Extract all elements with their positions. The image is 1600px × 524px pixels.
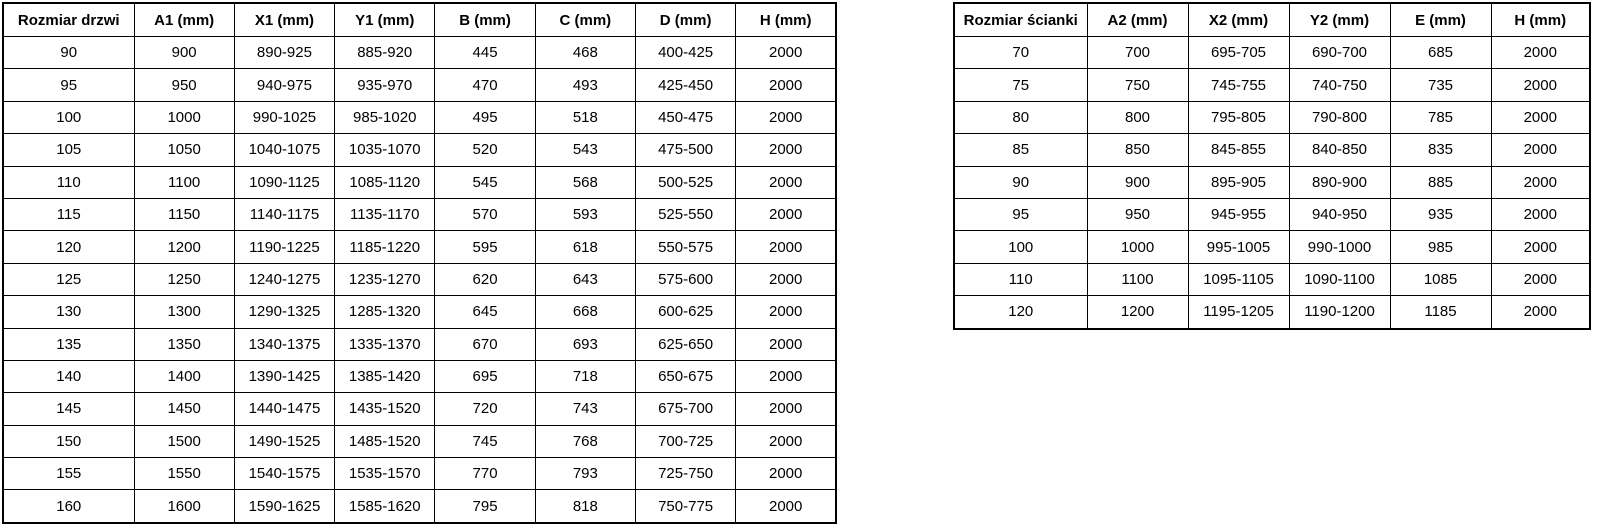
table-cell: 2000 xyxy=(1491,37,1590,69)
table-cell: 120 xyxy=(954,296,1087,329)
door-sizes-table xyxy=(2,2,837,524)
table-cell: 593 xyxy=(535,198,635,230)
table-cell: 1200 xyxy=(1087,296,1188,329)
table-cell: 1140-1175 xyxy=(234,198,334,230)
table-cell: 2000 xyxy=(1491,134,1590,166)
table-cell: 70 xyxy=(954,37,1087,69)
table-cell: 568 xyxy=(535,166,635,198)
table-cell: 2000 xyxy=(736,425,836,457)
table-cell: 1235-1270 xyxy=(335,263,435,295)
table-cell: 1185 xyxy=(1390,296,1491,329)
table-cell: 1135-1170 xyxy=(335,198,435,230)
table-cell: 105 xyxy=(3,134,134,166)
table-cell: 1440-1475 xyxy=(234,393,334,425)
table-cell: 525-550 xyxy=(635,198,735,230)
table-cell: 2000 xyxy=(736,101,836,133)
header-row xyxy=(3,3,836,37)
table-cell: 520 xyxy=(435,134,535,166)
column-header: D (mm) xyxy=(635,3,735,37)
table-cell: 1250 xyxy=(134,263,234,295)
table-cell: 818 xyxy=(535,490,635,523)
table-cell: 945-955 xyxy=(1188,198,1289,230)
table-cell: 995-1005 xyxy=(1188,231,1289,263)
table-cell: 795-805 xyxy=(1188,101,1289,133)
table-cell: 110 xyxy=(954,263,1087,295)
table-cell: 2000 xyxy=(1491,69,1590,101)
table-cell: 750-775 xyxy=(635,490,735,523)
table-cell: 500-525 xyxy=(635,166,735,198)
table-cell: 1290-1325 xyxy=(234,296,334,328)
table-cell: 1085 xyxy=(1390,263,1491,295)
table-cell: 618 xyxy=(535,231,635,263)
column-header: E (mm) xyxy=(1390,3,1491,37)
table-cell: 685 xyxy=(1390,37,1491,69)
column-header: Rozmiar drzwi xyxy=(3,3,134,37)
column-header: Y1 (mm) xyxy=(335,3,435,37)
table-cell: 1090-1100 xyxy=(1289,263,1390,295)
table-cell: 2000 xyxy=(736,360,836,392)
table-cell: 95 xyxy=(954,198,1087,230)
column-header: X1 (mm) xyxy=(234,3,334,37)
table-cell: 1535-1570 xyxy=(335,458,435,490)
table-cell: 1000 xyxy=(1087,231,1188,263)
table-cell: 575-600 xyxy=(635,263,735,295)
table-row xyxy=(954,69,1590,101)
table-cell: 470 xyxy=(435,69,535,101)
table-cell: 643 xyxy=(535,263,635,295)
table-cell: 645 xyxy=(435,296,535,328)
table-cell: 100 xyxy=(954,231,1087,263)
table-cell: 1485-1520 xyxy=(335,425,435,457)
table-cell: 740-750 xyxy=(1289,69,1390,101)
table-cell: 743 xyxy=(535,393,635,425)
table-cell: 990-1000 xyxy=(1289,231,1390,263)
table-cell: 985-1020 xyxy=(335,101,435,133)
table-cell: 2000 xyxy=(736,198,836,230)
header-row xyxy=(954,3,1590,37)
table-cell: 1300 xyxy=(134,296,234,328)
table-cell: 1050 xyxy=(134,134,234,166)
size-tables-canvas xyxy=(2,2,1598,515)
table-cell: 450-475 xyxy=(635,101,735,133)
table-row xyxy=(3,458,836,490)
table-cell: 850 xyxy=(1087,134,1188,166)
table-cell: 2000 xyxy=(736,134,836,166)
table-row xyxy=(3,328,836,360)
table-cell: 2000 xyxy=(736,490,836,523)
table-cell: 668 xyxy=(535,296,635,328)
table-cell: 690-700 xyxy=(1289,37,1390,69)
table-cell: 550-575 xyxy=(635,231,735,263)
table-row xyxy=(954,198,1590,230)
column-header: X2 (mm) xyxy=(1188,3,1289,37)
table-row xyxy=(3,37,836,69)
table-cell: 700 xyxy=(1087,37,1188,69)
table-cell: 900 xyxy=(1087,166,1188,198)
column-header: Rozmiar ścianki xyxy=(954,3,1087,37)
table-cell: 2000 xyxy=(1491,231,1590,263)
column-header: H (mm) xyxy=(1491,3,1590,37)
table-cell: 1490-1525 xyxy=(234,425,334,457)
table-cell: 940-975 xyxy=(234,69,334,101)
table-cell: 800 xyxy=(1087,101,1188,133)
table-cell: 1550 xyxy=(134,458,234,490)
table-cell: 693 xyxy=(535,328,635,360)
table-cell: 1150 xyxy=(134,198,234,230)
table-cell: 725-750 xyxy=(635,458,735,490)
table-cell: 2000 xyxy=(736,458,836,490)
table-cell: 885-920 xyxy=(335,37,435,69)
table-row xyxy=(954,231,1590,263)
table-cell: 625-650 xyxy=(635,328,735,360)
table-cell: 2000 xyxy=(1491,296,1590,329)
table-cell: 895-905 xyxy=(1188,166,1289,198)
table-cell: 1085-1120 xyxy=(335,166,435,198)
column-header: B (mm) xyxy=(435,3,535,37)
table-row xyxy=(954,37,1590,69)
table-cell: 543 xyxy=(535,134,635,166)
table-cell: 518 xyxy=(535,101,635,133)
table-cell: 130 xyxy=(3,296,134,328)
table-cell: 790-800 xyxy=(1289,101,1390,133)
table-cell: 1540-1575 xyxy=(234,458,334,490)
table-cell: 425-450 xyxy=(635,69,735,101)
table-cell: 1590-1625 xyxy=(234,490,334,523)
table-row xyxy=(3,231,836,263)
table-cell: 2000 xyxy=(736,37,836,69)
table-cell: 1435-1520 xyxy=(335,393,435,425)
table-cell: 120 xyxy=(3,231,134,263)
table-cell: 935 xyxy=(1390,198,1491,230)
table-row xyxy=(3,296,836,328)
column-header: A2 (mm) xyxy=(1087,3,1188,37)
table-cell: 135 xyxy=(3,328,134,360)
table-cell: 745-755 xyxy=(1188,69,1289,101)
table-row xyxy=(954,166,1590,198)
table-cell: 620 xyxy=(435,263,535,295)
table-cell: 1390-1425 xyxy=(234,360,334,392)
table-cell: 885 xyxy=(1390,166,1491,198)
table-cell: 1090-1125 xyxy=(234,166,334,198)
table-cell: 935-970 xyxy=(335,69,435,101)
table-cell: 1400 xyxy=(134,360,234,392)
table-cell: 768 xyxy=(535,425,635,457)
table-cell: 795 xyxy=(435,490,535,523)
table-cell: 75 xyxy=(954,69,1087,101)
table-row xyxy=(954,296,1590,329)
table-cell: 125 xyxy=(3,263,134,295)
table-cell: 110 xyxy=(3,166,134,198)
table-cell: 1185-1220 xyxy=(335,231,435,263)
table-cell: 1450 xyxy=(134,393,234,425)
table-cell: 1200 xyxy=(134,231,234,263)
table-cell: 2000 xyxy=(736,296,836,328)
table-cell: 840-850 xyxy=(1289,134,1390,166)
table-cell: 890-900 xyxy=(1289,166,1390,198)
table-cell: 1040-1075 xyxy=(234,134,334,166)
table-cell: 85 xyxy=(954,134,1087,166)
table-cell: 1035-1070 xyxy=(335,134,435,166)
table-row xyxy=(3,490,836,523)
table-cell: 160 xyxy=(3,490,134,523)
table-cell: 1100 xyxy=(1087,263,1188,295)
table-cell: 770 xyxy=(435,458,535,490)
table-cell: 2000 xyxy=(736,263,836,295)
table-cell: 670 xyxy=(435,328,535,360)
table-cell: 793 xyxy=(535,458,635,490)
table-cell: 90 xyxy=(954,166,1087,198)
table-cell: 890-925 xyxy=(234,37,334,69)
table-cell: 950 xyxy=(1087,198,1188,230)
table-cell: 720 xyxy=(435,393,535,425)
table-cell: 155 xyxy=(3,458,134,490)
table-cell: 745 xyxy=(435,425,535,457)
table-row xyxy=(3,425,836,457)
table-cell: 1190-1200 xyxy=(1289,296,1390,329)
table-row xyxy=(3,69,836,101)
table-cell: 90 xyxy=(3,37,134,69)
table-cell: 1095-1105 xyxy=(1188,263,1289,295)
table-cell: 695 xyxy=(435,360,535,392)
table-row xyxy=(3,393,836,425)
table-cell: 2000 xyxy=(736,166,836,198)
table-row xyxy=(3,360,836,392)
table-cell: 785 xyxy=(1390,101,1491,133)
table-cell: 718 xyxy=(535,360,635,392)
column-header: A1 (mm) xyxy=(134,3,234,37)
table-cell: 2000 xyxy=(736,328,836,360)
table-row xyxy=(954,134,1590,166)
table-cell: 900 xyxy=(134,37,234,69)
table-row xyxy=(3,166,836,198)
table-cell: 493 xyxy=(535,69,635,101)
table-cell: 2000 xyxy=(1491,198,1590,230)
table-row xyxy=(954,101,1590,133)
table-cell: 600-625 xyxy=(635,296,735,328)
table-cell: 495 xyxy=(435,101,535,133)
table-cell: 595 xyxy=(435,231,535,263)
table-cell: 115 xyxy=(3,198,134,230)
table-cell: 1335-1370 xyxy=(335,328,435,360)
table-cell: 675-700 xyxy=(635,393,735,425)
table-cell: 2000 xyxy=(736,231,836,263)
table-cell: 750 xyxy=(1087,69,1188,101)
column-header: H (mm) xyxy=(736,3,836,37)
table-cell: 950 xyxy=(134,69,234,101)
table-cell: 445 xyxy=(435,37,535,69)
table-cell: 1100 xyxy=(134,166,234,198)
table-row xyxy=(954,263,1590,295)
table-cell: 2000 xyxy=(736,69,836,101)
table-cell: 700-725 xyxy=(635,425,735,457)
table-cell: 545 xyxy=(435,166,535,198)
table-cell: 100 xyxy=(3,101,134,133)
table-cell: 468 xyxy=(535,37,635,69)
table-cell: 835 xyxy=(1390,134,1491,166)
table-cell: 985 xyxy=(1390,231,1491,263)
table-row xyxy=(3,198,836,230)
table-cell: 2000 xyxy=(1491,166,1590,198)
table-cell: 400-425 xyxy=(635,37,735,69)
table-cell: 2000 xyxy=(1491,101,1590,133)
table-cell: 1585-1620 xyxy=(335,490,435,523)
table-cell: 150 xyxy=(3,425,134,457)
table-cell: 80 xyxy=(954,101,1087,133)
table-cell: 1285-1320 xyxy=(335,296,435,328)
table-cell: 145 xyxy=(3,393,134,425)
table-cell: 990-1025 xyxy=(234,101,334,133)
table-cell: 95 xyxy=(3,69,134,101)
table-cell: 1190-1225 xyxy=(234,231,334,263)
column-header: C (mm) xyxy=(535,3,635,37)
table-cell: 650-675 xyxy=(635,360,735,392)
table-cell: 1500 xyxy=(134,425,234,457)
table-cell: 140 xyxy=(3,360,134,392)
table-cell: 695-705 xyxy=(1188,37,1289,69)
column-header: Y2 (mm) xyxy=(1289,3,1390,37)
table-cell: 2000 xyxy=(1491,263,1590,295)
table-cell: 1600 xyxy=(134,490,234,523)
table-cell: 1340-1375 xyxy=(234,328,334,360)
table-cell: 735 xyxy=(1390,69,1491,101)
wall-sizes-table xyxy=(953,2,1591,330)
table-cell: 475-500 xyxy=(635,134,735,166)
table-row xyxy=(3,101,836,133)
table-cell: 940-950 xyxy=(1289,198,1390,230)
table-cell: 1385-1420 xyxy=(335,360,435,392)
table-cell: 1000 xyxy=(134,101,234,133)
table-cell: 1350 xyxy=(134,328,234,360)
table-row xyxy=(3,263,836,295)
table-cell: 2000 xyxy=(736,393,836,425)
table-cell: 845-855 xyxy=(1188,134,1289,166)
table-cell: 1195-1205 xyxy=(1188,296,1289,329)
table-cell: 1240-1275 xyxy=(234,263,334,295)
table-row xyxy=(3,134,836,166)
table-cell: 570 xyxy=(435,198,535,230)
